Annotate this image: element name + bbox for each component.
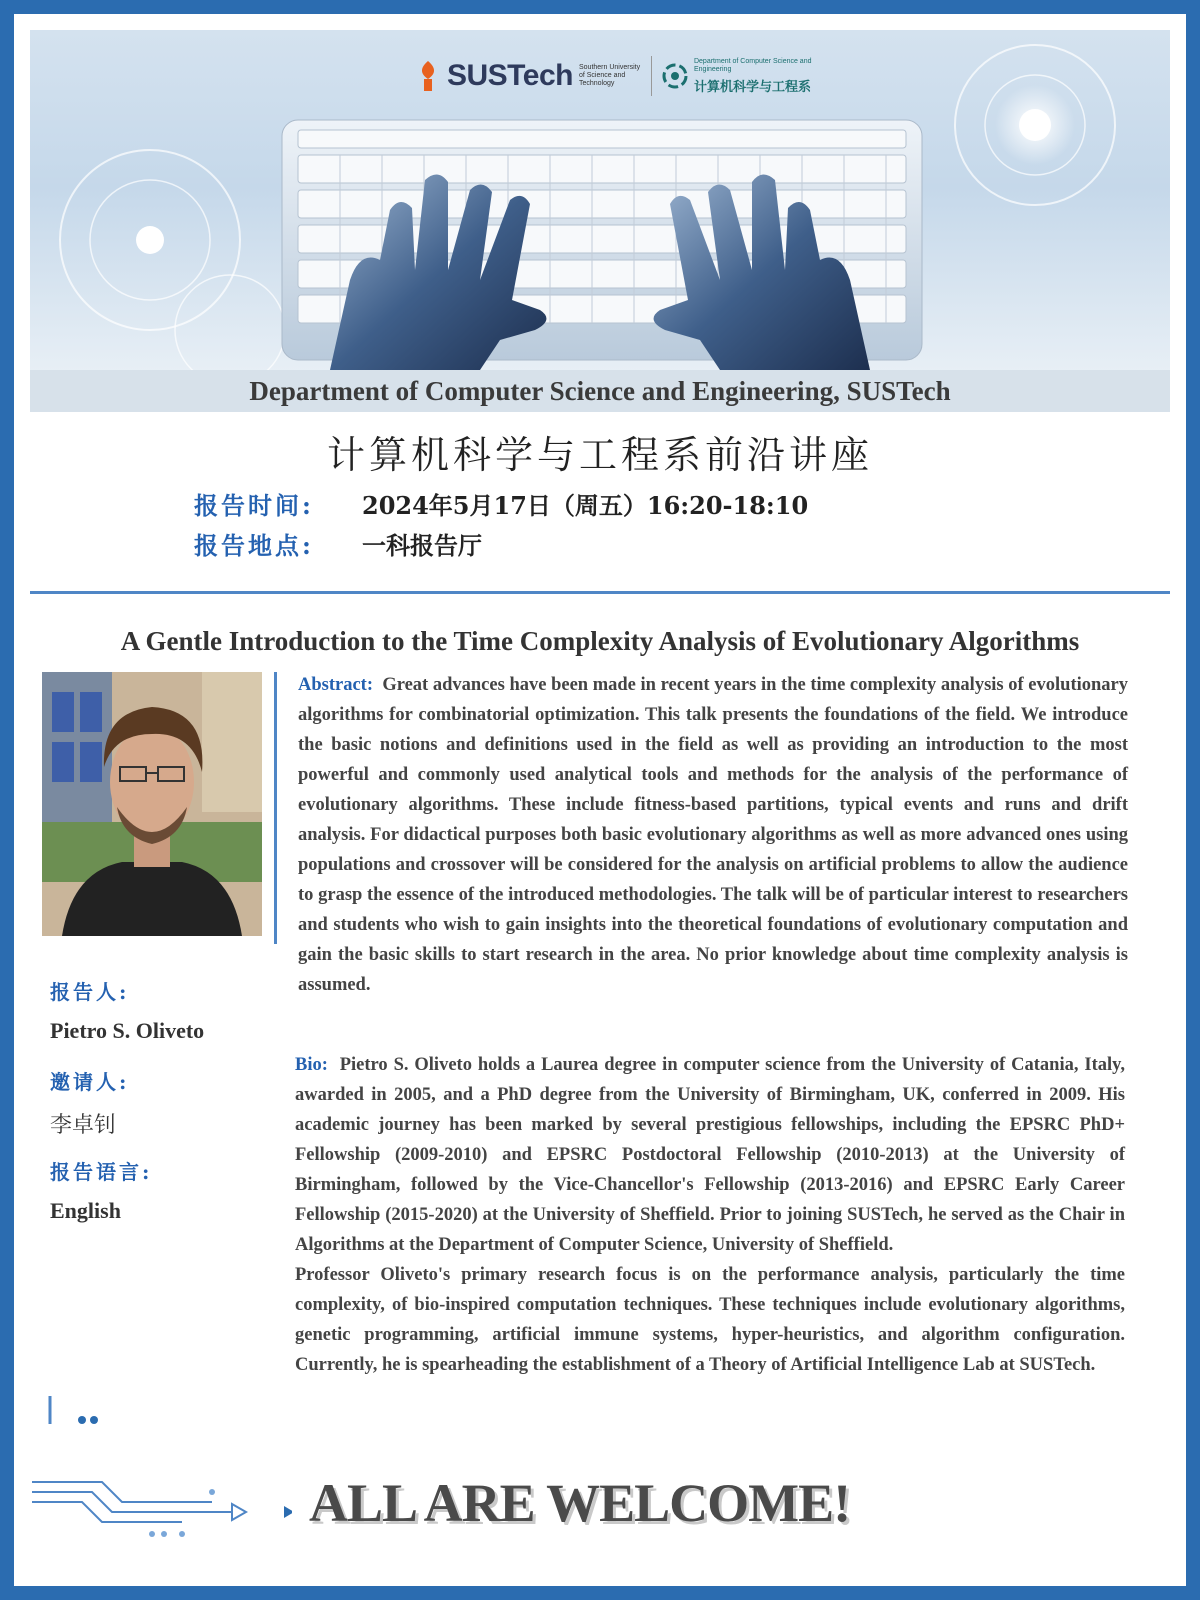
lecture-series-title: 计算机科学与工程系前沿讲座 [326,433,873,477]
language-label: 报告语言: [50,1160,153,1184]
abstract-label: Abstract: [298,675,374,695]
speaker-name: Pietro S. Oliveto [50,1018,205,1043]
speaker-label: 报告人: [50,980,130,1004]
place-row [194,526,482,561]
sustech-torch-icon [415,59,441,93]
abstract-text: Great advances have been made in recent years in the time complexity analysis of evolutionary algorithms for combinatorial optimization. This talk presents the foundations of the field. We introduce the basic notions and definitions used in the field as well as providing an introduction to the most powerful and commonly used analytical tools and methods for the analysis of the performance of evolutionary algorithms. These include fitness-based partitions, typical events and runs and drift analysis. For didactical purposes both basic evolutionary algorithms as well as more advanced ones using populations and crossover will be considered for the analysis on artificial problems to allow the audience to grasp the essence of the introduced methodologies. The talk will be of particular interest to researchers and students who wish to gain insights into the theoretical foundations of evolutionary computation and gain the basic skills to start research in the area. No prior knowledge about time complexity analysis is assumed. [298,675,1129,995]
logo-bar [415,48,835,104]
poster [14,14,1186,1586]
circuit-decoration [32,1462,292,1542]
header-banner [30,30,1170,380]
dept-logo-english: Department of Computer Science and Engineering [693,57,812,73]
host-label: 邀请人: [50,1070,130,1094]
logo-divider [651,56,652,96]
speaker-photo [42,672,262,936]
place-value: 一科报告厅 [362,531,482,560]
time-label: 报告时间: [194,491,314,520]
department-banner [30,370,1170,412]
time-row [194,486,808,521]
bio-text-2: Professor Oliveto's primary research focus is on the performance analysis, particularly the time complexity, of bio-inspired computation techniques. These techniques include evolutionary algorithms, genetic programming, artificial immune systems, hyper-heuristics, and algorithm configuration. Currently, he is spearheading the establishment of a Theory of Artificial Intelligence Lab at SUSTech. [295,1265,1125,1375]
photo-accent-bar [274,672,277,944]
department-emblem-icon [662,61,688,91]
time-value: 2024年5月17日（周五）16:20-18:10 [362,491,809,520]
department-banner-text: Department of Computer Science and Engineering, SUSTech [249,375,951,406]
bio-label: Bio: [295,1055,328,1075]
talk-title: A Gentle Introduction to the Time Complexity Analysis of Evolutionary Algorithms [120,626,1080,656]
bio-text-1: Pietro S. Oliveto holds a Laurea degree in computer science from the University of Catania, Italy, awarded in 2005, and a PhD degree from the University of Birmingham, UK, conferred in 2009. His academic journey has been marked by several prestigious fellowships, including the EPSRC PhD+ Fellowship (2009-2010) and EPSRC Postdoctoral Fellowship (2010-2013) at the University of Birmingham, followed by the Vice-Chancellor's Fellowship (2013-2016) and EPSRC Early Career Fellowship (2015-2020) at the University of Sheffield. Prior to joining SUSTech, he served as the Chair in Algorithms at the Department of Computer Science, University of Sheffield. [295,1055,1125,1255]
decorative-dots [48,1394,128,1434]
language-value: English [50,1198,121,1223]
abstract-section [298,670,1128,1000]
bio-section [295,1050,1125,1380]
welcome-message: ALL ARE WELCOME! [309,1473,851,1533]
section-divider [30,591,1170,594]
logo-sustech: SUSTech [447,59,573,92]
host-name: 李卓钊 [50,1113,117,1138]
dept-logo-chinese: 计算机科学与工程系 [693,79,811,95]
place-label: 报告地点: [194,531,314,560]
logo-university-name: Southern University of Science and Technology [578,64,641,87]
